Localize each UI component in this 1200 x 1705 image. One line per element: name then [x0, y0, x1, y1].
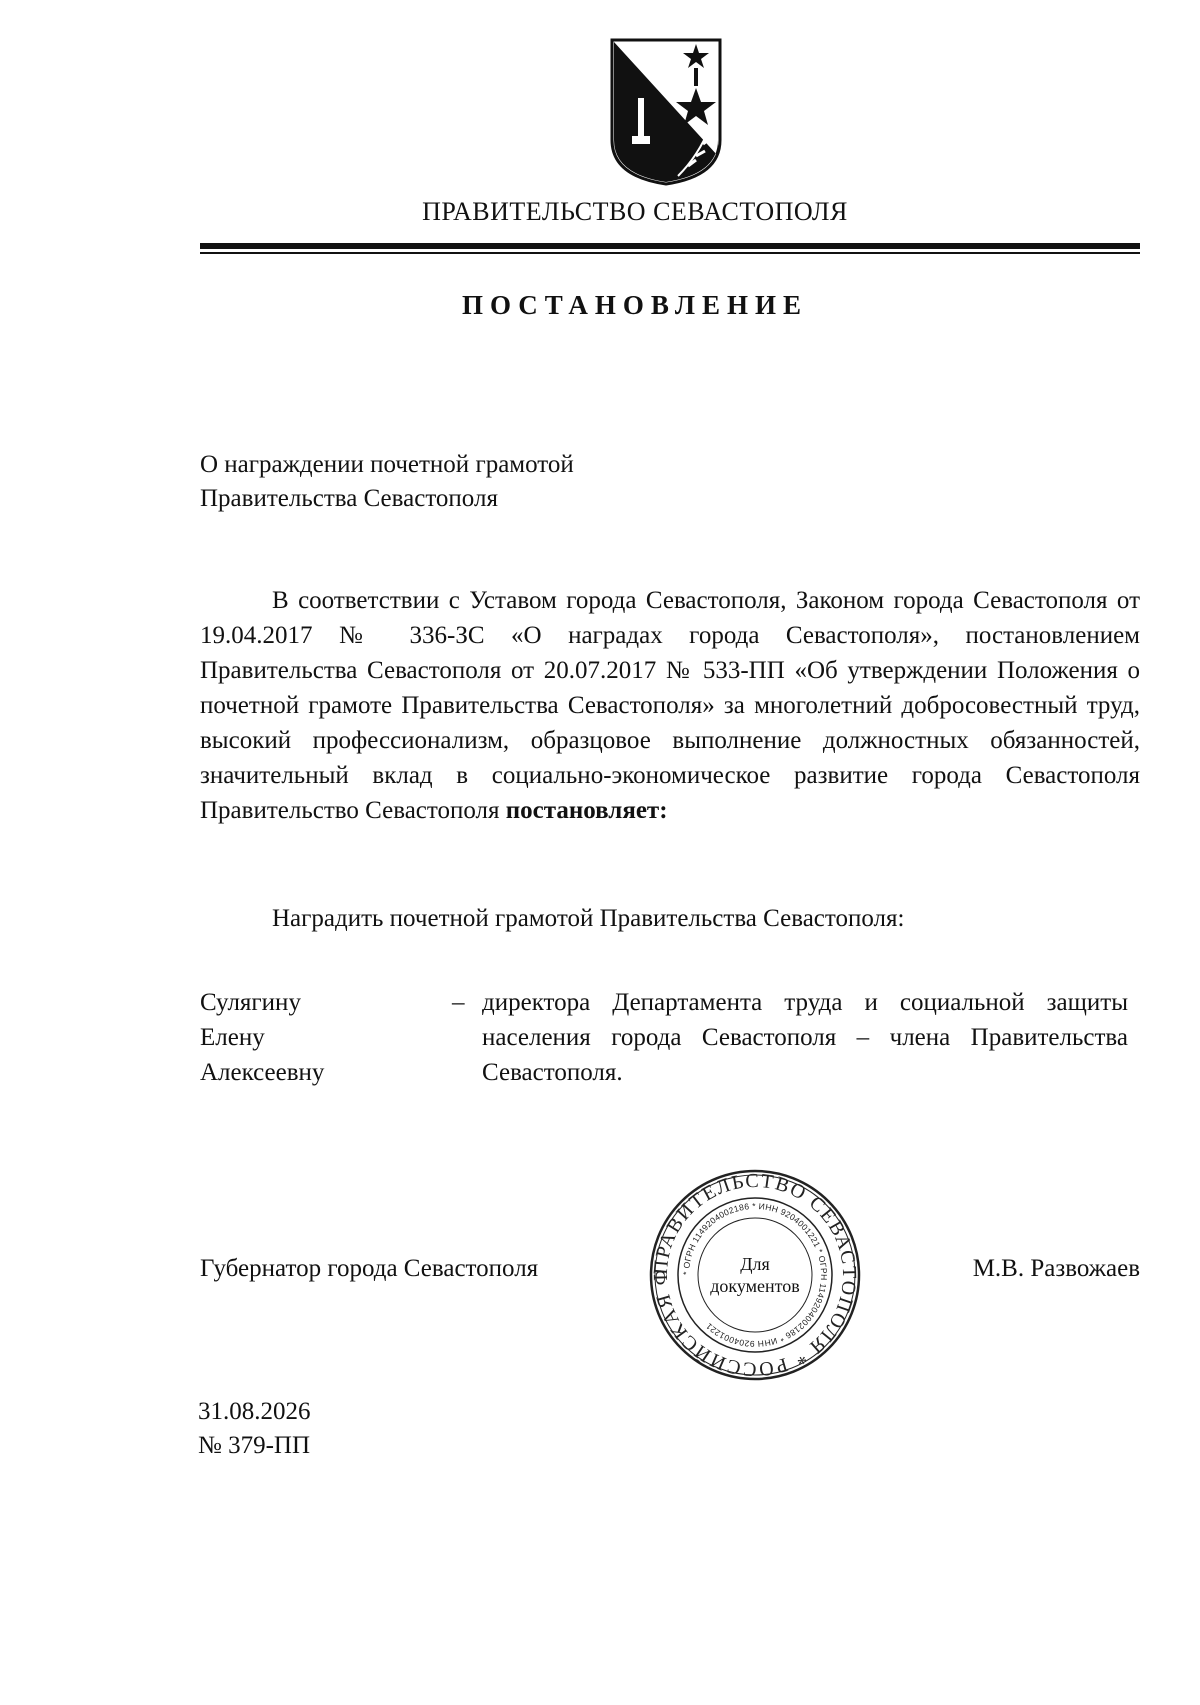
document-number: № 379-ПП — [198, 1432, 311, 1459]
subject-line-1: О награждении почетной грамотой — [200, 451, 574, 478]
awardee-surname: Сулягину — [200, 989, 301, 1016]
resolves-keyword: постановляет: — [505, 797, 668, 824]
document-date: 31.08.2026 — [198, 1398, 311, 1425]
seal-outer-text: ПРАВИТЕЛЬСТВО СЕВАСТОПОЛЯ * РОССИЙСКАЯ Ф — [649, 1169, 861, 1381]
document-subject — [200, 448, 574, 516]
document-type-title: ПОСТАНОВЛЕНИЕ — [461, 290, 809, 320]
seal-inner-text: * ОГРН 1149204002186 * ИНН 9204001221 * ОГРН 1149204002186 * ИНН 9204001221 — [680, 1200, 830, 1350]
awardee-dash: – — [452, 989, 465, 1016]
seal-center-line-2: документов — [710, 1276, 800, 1296]
seal-center-line-1: Для — [740, 1254, 770, 1274]
awardee-position: директора Департамента труда и социальной защиты населения города Севастополя – члена Правительства Севастополя. — [482, 989, 1128, 1086]
subject-line-2: Правительства Севастополя — [200, 485, 498, 512]
organization-name: ПРАВИТЕЛЬСТВО СЕВАСТОПОЛЯ — [422, 197, 848, 226]
signer-title: Губернатор города Севастополя — [200, 1255, 539, 1282]
document-registration — [198, 1395, 311, 1463]
awardee-patronymic: Алексеевну — [200, 1059, 325, 1086]
awardee-first-name: Елену — [200, 1024, 265, 1051]
header-divider-thin — [200, 252, 1140, 254]
seal-center — [648, 1168, 862, 1382]
preamble-paragraph — [200, 583, 1140, 828]
header-divider-thick — [200, 243, 1140, 249]
signer-name: М.В. Развожаев — [972, 1255, 1140, 1282]
preamble-text: В соответствии с Уставом города Севастополя, Законом города Севастополя от 19.04.2017 № 336-ЗС «О наградах города Севастополя», постановлением Правительства Севастополя от 20.07.2017 № 533-ПП «Об утверждении Положения о почетной грамоте Правительства Севастополя» за многолетний добросовестный труд, высокий профессионализм, образцовое выполнение должностных обязанностей, значительный вклад в социально-экономическое развитие города Севастополя Правительство Севастополя — [200, 587, 1140, 824]
award-statement: Наградить почетной грамотой Правительства Севастополя: — [272, 905, 905, 932]
official-round-seal-icon — [648, 1168, 862, 1382]
awardee-name — [200, 985, 324, 1090]
sevastopol-coat-of-arms-icon — [608, 36, 724, 186]
